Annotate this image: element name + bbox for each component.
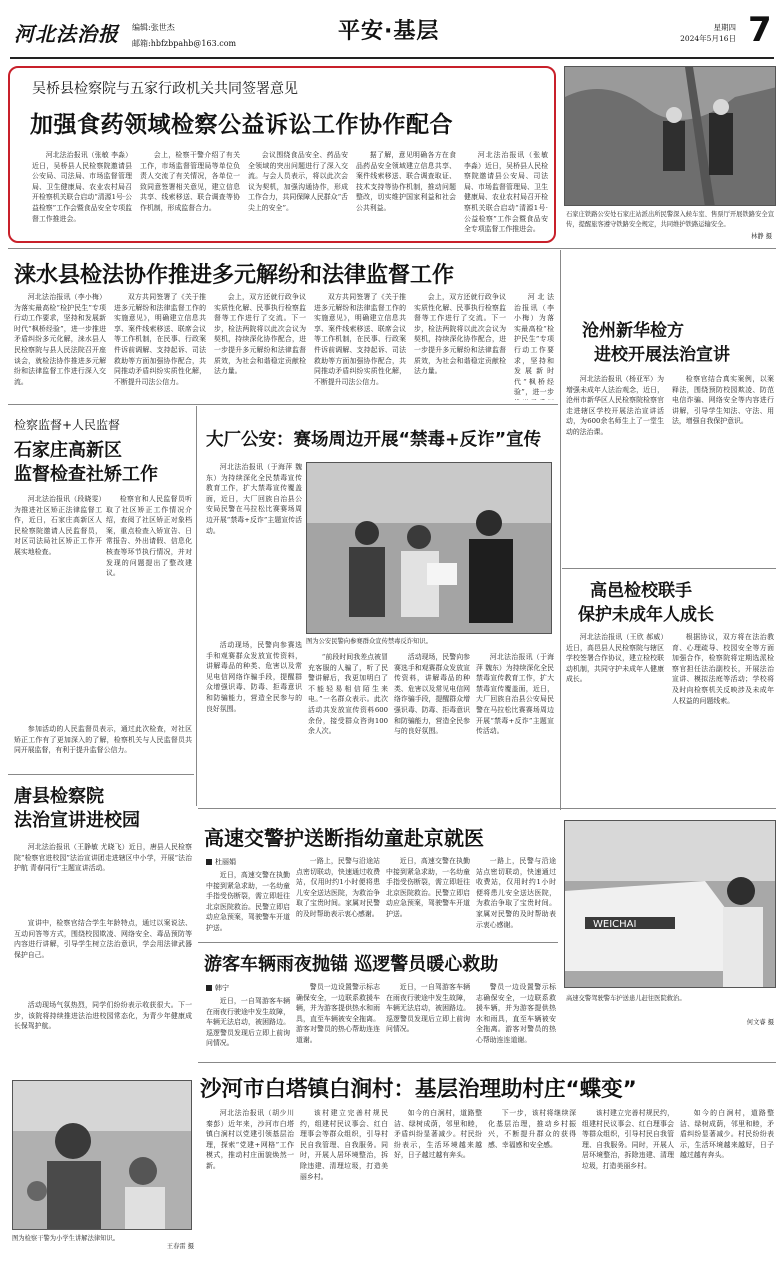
- police-photo-caption: 石家庄铁路公安处石家庄站派出所民警深入候车室、售票厅开展铁路安全宣传，提醒旅客遵守铁路安全规定，共同维护铁路运输安全。: [566, 211, 774, 228]
- svg-text:WEICHAI: WEICHAI: [593, 919, 637, 930]
- police-car-photo-caption: 高速交警驾驶警车护送患儿赶往医院救治。: [566, 995, 686, 1002]
- vertical-divider-left: [196, 406, 197, 806]
- story6-col-2: 根据协议，双方将在法治教育、心理疏导、校园安全等方面加强合作，检察院将定期选派检察官担任法治副校长，开展法治宣讲、模拟法庭等活动；学校将及时向检察机关反映涉及未成年人权益的问题线索。: [672, 633, 774, 705]
- divider-1: [8, 248, 776, 249]
- antidrug-photo-caption: 图为公安民警向参赛群众宣传禁毒反诈知识。: [306, 638, 432, 645]
- story7-col-1: 河北法治报讯（王静敏 尤晓飞）近日，唐县人民检察院“检察官进校园”法治宣讲团走进辖区中小学，开展“法治护航 青春同行”主题宣讲活动。: [14, 843, 192, 873]
- story9-headline: 游客车辆雨夜抛锚 巡逻警员暖心救助: [204, 954, 499, 975]
- police-car-photo: [564, 820, 776, 988]
- story4-col-2: 活动现场，民警向参赛选手和观赛群众发放宣传资料，讲解毒品的种类、危害以及常见电信网络诈骗手段，提醒群众增强识毒、防毒、拒毒意识和防骗能力，营造全民参与的良好氛围。: [206, 641, 302, 713]
- story8-col-2: 一路上，民警与沿途站点密切联动，快速通过收费站，仅用时约1小时便将患儿安全送达医院，为救治争取了宝贵时间。家属对民警的及时帮助表示衷心感谢。: [296, 857, 380, 918]
- divider-7: [198, 1062, 776, 1063]
- story3-col-3: 参加活动的人民监督员表示，通过此次检查，对社区矫正工作有了更加深入的了解，检察机关与人民监督员共同开展监督，有利于提升监督公信力。: [14, 725, 192, 755]
- school-photo: [12, 1080, 192, 1230]
- story8-byline-box: [206, 856, 264, 868]
- story2-col-3: 会上，双方还就行政争议实质性化解、民事执行检察监督等工作进行了交流。下一步，检法两院将以此次会议为契机，持续深化协作配合，进一步提升多元解纷和法律监督质效，为社会和谐稳定贡献检法力量。: [214, 293, 306, 376]
- story10-col-2: 该村建立完善村规民约，组建村民议事会、红白理事会等群众组织，引导村民自我管理、自我服务。同时，开展人居环境整治，拆除违建、清理垃圾，打造美丽乡村。: [300, 1109, 388, 1181]
- story2-col-6: 河北法治报讯（李小梅）为落实最高检“检护民生”专项行动工作要求，坚持和发展新时代“枫桥经验”，进一步: [514, 293, 554, 397]
- photo-icon: [307, 463, 552, 634]
- story1-col-4: 据了解，意见明确各方在食品药品安全领域建立信息共享、案件线索移送、联合调查取证、技术支持等协作机制，推动问题整改，切实维护国家利益和社会公共利益。: [356, 151, 456, 212]
- story6-headline-1: 高邑检校联手: [590, 581, 692, 601]
- police-photo: [564, 66, 776, 206]
- story4-col-1: 河北法治报讯（于海萍 魏东）为持续深化全民禁毒宣传教育工作，扩大禁毒宣传覆盖面，近日，大厂回族自治县公安局民警在马拉松比赛赛场周边开展“禁毒+反诈”主题宣传活动。: [206, 463, 302, 535]
- story6-headline-2: 保护未成年人成长: [578, 605, 714, 625]
- story4-headline: 大厂公安：赛场周边开展“禁毒+反诈”宣传: [206, 430, 542, 450]
- story2-col-5: 会上，双方还就行政争议实质性化解、民事执行检察监督等工作进行了交流。下一步，检法两院将以此次会议为契机，持续深化协作配合，进一步提升多元解纷和法律监督质效，为社会和谐稳定贡献检法力量。: [414, 293, 506, 376]
- story8-headline: 高速交警护送断指幼童赴京就医: [204, 826, 484, 850]
- page-number: 7: [748, 10, 772, 50]
- divider-2: [8, 404, 558, 405]
- story-boxed-lead: [8, 66, 556, 243]
- police-photo-credit: 林静 摄: [751, 233, 772, 240]
- masthead: [0, 0, 784, 60]
- story3-headline-2: 监督检查社矫工作: [14, 464, 158, 485]
- masthead-rule: [10, 57, 774, 59]
- newspaper-logo: 河北法治报: [14, 22, 119, 46]
- story10-col-5: 该村建立完善村规民约，组建村民议事会、红白理事会等群众组织，引导村民自我管理、自我服务。同时，开展人居环境整治，拆除违建、清理垃圾，打造美丽乡村。: [582, 1109, 674, 1170]
- story1-col-5: 河北法治报讯（张敏 李淼）近日，吴桥县人民检察院邀请县公安局、司法局、市场监督管理局、卫生健康局、农业农村局召开检察机关联合启动“清源1号·公益检察”工作会暨食品安全专项监督工作推进会。: [464, 151, 548, 234]
- byline-square-icon: [206, 859, 212, 865]
- story2-col-1: 河北法治报讯（李小梅）为落实最高检“检护民生”专项行动工作要求，坚持和发展新时代“枫桥经验”，进一步推进矛盾纠纷多元化解，涞水县人民检察院与县人民法院召开座谈会，就检法协作推进多元解纷和法律监督工作进行深入交流。: [14, 293, 106, 386]
- story7-headline-2: 法治宣讲进校园: [14, 810, 140, 831]
- story10-col-6: 如今的白涧村，道路整洁、绿树成荫，邻里和睦，矛盾纠纷显著减少。村民纷纷表示，生活环境越来越好，日子越过越有奔头。: [680, 1109, 774, 1160]
- story7-col-2: 宣讲中，检察官结合学生年龄特点，通过以案说法、互动问答等方式，围绕校园欺凌、网络安全、毒品预防等内容进行讲解，引导学生树立法治意识，学会用法律武器保护自己。: [14, 919, 192, 959]
- story3-kicker: 检察监督+人民监督: [14, 418, 121, 432]
- story4-col-4: 活动现场，民警向参赛选手和观赛群众发放宣传资料，讲解毒品的种类、危害以及常见电信网络诈骗手段，提醒群众增强识毒、防毒、拒毒意识和防骗能力，营造全民参与的良好氛围。: [394, 653, 470, 736]
- email-line: 邮箱:hbfzbpahb@163.com: [132, 39, 237, 48]
- story3-col-2: 检察官和人民监督员听取了社区矫正工作情况介绍，查阅了社区矫正对象档案，重点检查入矫宣告、日常报告、外出请假、信息化核查等环节执行情况，并对发现的问题提出了整改建议。: [106, 495, 192, 578]
- story10-col-4: 下一步，该村将继续深化基层治理，推动乡村振兴，不断提升群众的获得感、幸福感和安全感。: [488, 1109, 576, 1149]
- story5-headline-2: 进校开展法治宣讲: [594, 345, 730, 365]
- story4-col-3: “前段时间我差点被冒充客服的人骗了，听了民警讲解后，我更加明白了不能轻易相信陌生来电。”一名群众表示。此次活动共发放宣传资料600余份，接受群众咨询100余人次。: [308, 653, 388, 736]
- divider-4: [8, 774, 194, 775]
- story2-col-2: 双方共同签署了《关于推进多元解纷和法律监督工作的实施意见》，明确建立信息共享、案件线索移送、联席会议等工作机制，在民事、行政案件诉前调解、支持起诉、司法救助等方面加强协作配合，共同推动矛盾纠纷实质性化解，不断提升司法公信力。: [114, 293, 206, 386]
- vertical-divider-right: [560, 250, 561, 810]
- story9-byline-box: [206, 982, 264, 994]
- story5-headline-1: 沧州新华检方: [582, 321, 684, 341]
- story8-col-1: 近日，高速交警在执勤中接到紧急求助，一名幼童手指受伤断裂，需立即赶往北京医院救治。民警立即启动应急预案，驾驶警车开道护送。: [206, 871, 290, 932]
- story8-col-3: 近日，高速交警在执勤中接到紧急求助，一名幼童手指受伤断裂，需立即赶往北京医院救治。民警立即启动应急预案，驾驶警车开道护送。: [386, 857, 470, 918]
- photo-icon: [13, 1081, 192, 1230]
- story1-kicker: 吴桥县检察院与五家行政机关共同签署意见: [32, 81, 298, 97]
- story5-col-1: 河北法治报讯（杨亚军）为增强未成年人法治观念，近日，沧州市新华区人民检察院检察官走进辖区学校开展法治宣讲活动，为600余名师生上了一堂生动的法治课。: [566, 375, 664, 436]
- divider-5: [198, 808, 776, 809]
- story9-col-1: 近日，一自驾游客车辆在雨夜行驶途中发生故障，车辆无法启动，被困路边。巡逻警员发现后立即上前询问情况。: [206, 997, 290, 1048]
- divider-6: [198, 942, 558, 943]
- editor-line: 编辑:张世杰: [132, 23, 175, 32]
- story3-col-1: 河北法治报讯（段晓雯）为推进社区矫正法律监督工作，近日，石家庄高新区人民检察院邀请人民监督员，对区司法局社区矫正工作开展实地检查。: [14, 495, 102, 556]
- issue-date: 星期四 2024年5月16日: [680, 23, 736, 43]
- divider-3: [562, 568, 776, 569]
- story5-col-2: 检察官结合真实案例，以案释法，围绕预防校园欺凌、防范电信诈骗、网络安全等内容进行讲解，引导学生知法、守法、用法，增强自我保护意识。: [672, 375, 774, 426]
- photo-icon: [565, 821, 776, 988]
- story2-headline: 涞水县检法协作推进多元解纷和法律监督工作: [14, 263, 455, 288]
- story1-col-1: 河北法治报讯（张敏 李淼）近日，吴桥县人民检察院邀请县公安局、司法局、市场监督管理局、卫生健康局、农业农村局召开检察机关联合启动“清源1号·公益检察”工作会暨食品安全专项监督工作推进会。: [32, 151, 132, 223]
- antidrug-photo: [306, 462, 552, 634]
- story9-col-3: 近日，一自驾游客车辆在雨夜行驶途中发生故障，车辆无法启动，被困路边。巡逻警员发现后立即上前询问情况。: [386, 983, 470, 1034]
- story10-headline: 沙河市白塔镇白涧村：基层治理助村庄“蝶变”: [200, 1077, 637, 1102]
- story9-byline: 韩宁: [215, 984, 229, 992]
- story6-col-1: 河北法治报讯（王欣 郝威）近日，高邑县人民检察院与辖区学校签署合作协议，建立检校联动机制，共同守护未成年人健康成长。: [566, 633, 664, 684]
- story9-col-2: 警员一边设置警示标志确保安全，一边联系救援车辆，并为游客提供热水和雨具，直至车辆被安全拖离。游客对警员的热心帮助连连道谢。: [296, 983, 380, 1044]
- photo-icon: [565, 67, 776, 206]
- story7-headline-1: 唐县检察院: [14, 786, 104, 807]
- school-photo-credit: 王春雷 摄: [166, 1243, 194, 1250]
- school-photo-caption: 图为检察干警为小学生讲解法律知识。: [12, 1235, 120, 1242]
- police-car-photo-credit: 何文睿 摄: [746, 1019, 774, 1026]
- story10-col-3: 如今的白涧村，道路整洁、绿树成荫，邻里和睦，矛盾纠纷显著减少。村民纷纷表示，生活环境越来越好，日子越过越有奔头。: [394, 1109, 482, 1160]
- story7-col-3: 活动现场气氛热烈，同学们纷纷表示收获很大。下一步，该院将持续推进法治进校园常态化，为青少年健康成长保驾护航。: [14, 1001, 192, 1031]
- story8-byline: 杜丽娟: [215, 858, 236, 866]
- story1-headline: 加强食药领域检察公益诉讼工作协作配合: [30, 112, 453, 138]
- byline-square-icon: [206, 985, 212, 991]
- story10-col-1: 河北法治报讯（胡少川 秦彭）近年来，沙河市白塔镇白涧村以党建引领基层治理，探索“党建+网格”工作模式，推动村庄面貌焕然一新。: [206, 1109, 294, 1170]
- section-title: 平安·基层: [338, 19, 440, 44]
- story1-col-3: 会议围绕食品安全、药品安全领域的突出问题进行了深入交流。与会人员表示，将以此次会议为契机，加强沟通协作，形成工作合力，共同保障人民群众“舌尖上的安全”。: [248, 151, 348, 212]
- story4-col-5: 河北法治报讯（于海萍 魏东）为持续深化全民禁毒宣传教育工作，扩大禁毒宣传覆盖面，近日，大厂回族自治县公安局民警在马拉松比赛赛场周边开展“禁毒+反诈”主题宣传活动。: [476, 653, 554, 736]
- story8-col-4: 一路上，民警与沿途站点密切联动，快速通过收费站，仅用时约1小时便将患儿安全送达医院，为救治争取了宝贵时间。家属对民警的及时帮助表示衷心感谢。: [476, 857, 556, 929]
- story9-col-4: 警员一边设置警示标志确保安全，一边联系救援车辆，并为游客提供热水和雨具，直至车辆被安全拖离。游客对警员的热心帮助连连道谢。: [476, 983, 556, 1044]
- story2-col-4: 双方共同签署了《关于推进多元解纷和法律监督工作的实施意见》，明确建立信息共享、案件线索移送、联席会议等工作机制，在民事、行政案件诉前调解、支持起诉、司法救助等方面加强协作配合，共同推动矛盾纠纷实质性化解，不断提升司法公信力。: [314, 293, 406, 386]
- story3-headline-1: 石家庄高新区: [14, 440, 122, 461]
- story1-col-2: 会上，检察干警介绍了有关工作，市场监督管理局等单位负责人交流了有关情况，各单位一致同意签署相关意见，建立信息共享、线索移送、联合调查等协作机制，形成监督合力。: [140, 151, 240, 212]
